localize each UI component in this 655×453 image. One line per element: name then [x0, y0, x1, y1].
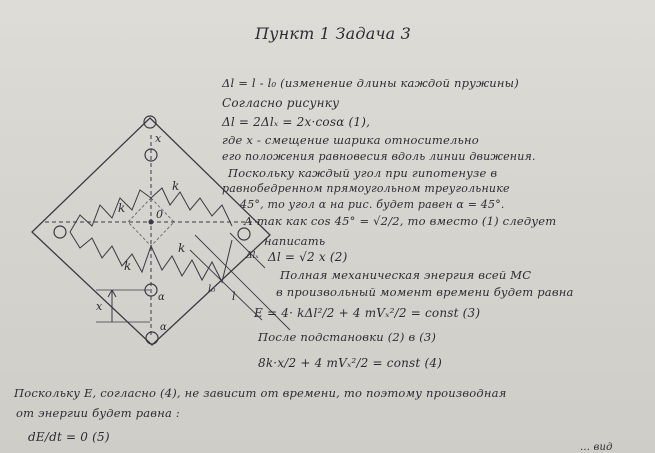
formula: Δl = √2 x (2) [268, 250, 348, 264]
text-line: А так как cos 45° = √2/2, то вместо (1) следует [244, 214, 557, 228]
text-line: 45°, то угол α на рис. будет равен α = 45°. [240, 198, 505, 211]
ball-left [54, 226, 66, 238]
text-line: Поскольку каждый угол при гипотенузе в [228, 166, 498, 180]
label-k-bl: k [124, 259, 132, 273]
text-line: Полная механическая энергия всей МС [280, 268, 532, 282]
label-alpha-1: α [158, 292, 165, 303]
page-title: Пункт 1 Задача 3 [255, 24, 411, 43]
label-k-br: k [178, 241, 186, 255]
spring-top-right [151, 188, 232, 226]
label-x-side: x [96, 300, 103, 313]
text-line: Согласно рисунку [222, 96, 340, 110]
text-line: где x - смещение шарика относительно [222, 133, 479, 147]
formula: dE/dt = 0 (5) [28, 430, 110, 444]
formula: 8k·x/2 + 4 mVₓ²/2 = const (4) [258, 356, 443, 370]
label-k-tr: k [172, 179, 180, 193]
label-delta-lx: Δlₓ [246, 251, 259, 261]
label-l0: l₀ [208, 284, 216, 295]
text-line: ... вид [580, 442, 613, 453]
text-line: в произвольный момент времени будет равна [276, 285, 574, 299]
text-line: равнобедренном прямоугольном треугольнике [222, 182, 510, 195]
label-l: l [232, 290, 236, 303]
ball-bottom [146, 332, 158, 344]
text-line: Поскольку E, согласно (4), не зависит от времени, то поэтому производная [14, 386, 507, 400]
spring-bottom-left [70, 232, 151, 272]
spring-bottom-right [151, 240, 232, 282]
label-k-tl: k [118, 201, 126, 215]
label-center: 0 [156, 208, 163, 221]
formula: E = 4· kΔl²/2 + 4 mVₓ²/2 = const (3) [254, 306, 481, 320]
text-line: написать [264, 234, 326, 248]
label-alpha-2: α [160, 322, 167, 333]
center-point [149, 220, 154, 225]
text-line: Δl = l - l₀ (изменение длины каждой пружины) [222, 76, 519, 90]
label-x-axis: x [155, 132, 162, 145]
text-line: После подстановки (2) в (3) [258, 330, 437, 344]
text-line: от энергии будет равна : [16, 406, 180, 420]
ball-right [238, 228, 250, 240]
text-line: Δl = 2Δlₓ = 2x·cosα (1), [222, 115, 371, 129]
text-line: его положения равновесия вдоль линии движения. [222, 150, 536, 163]
